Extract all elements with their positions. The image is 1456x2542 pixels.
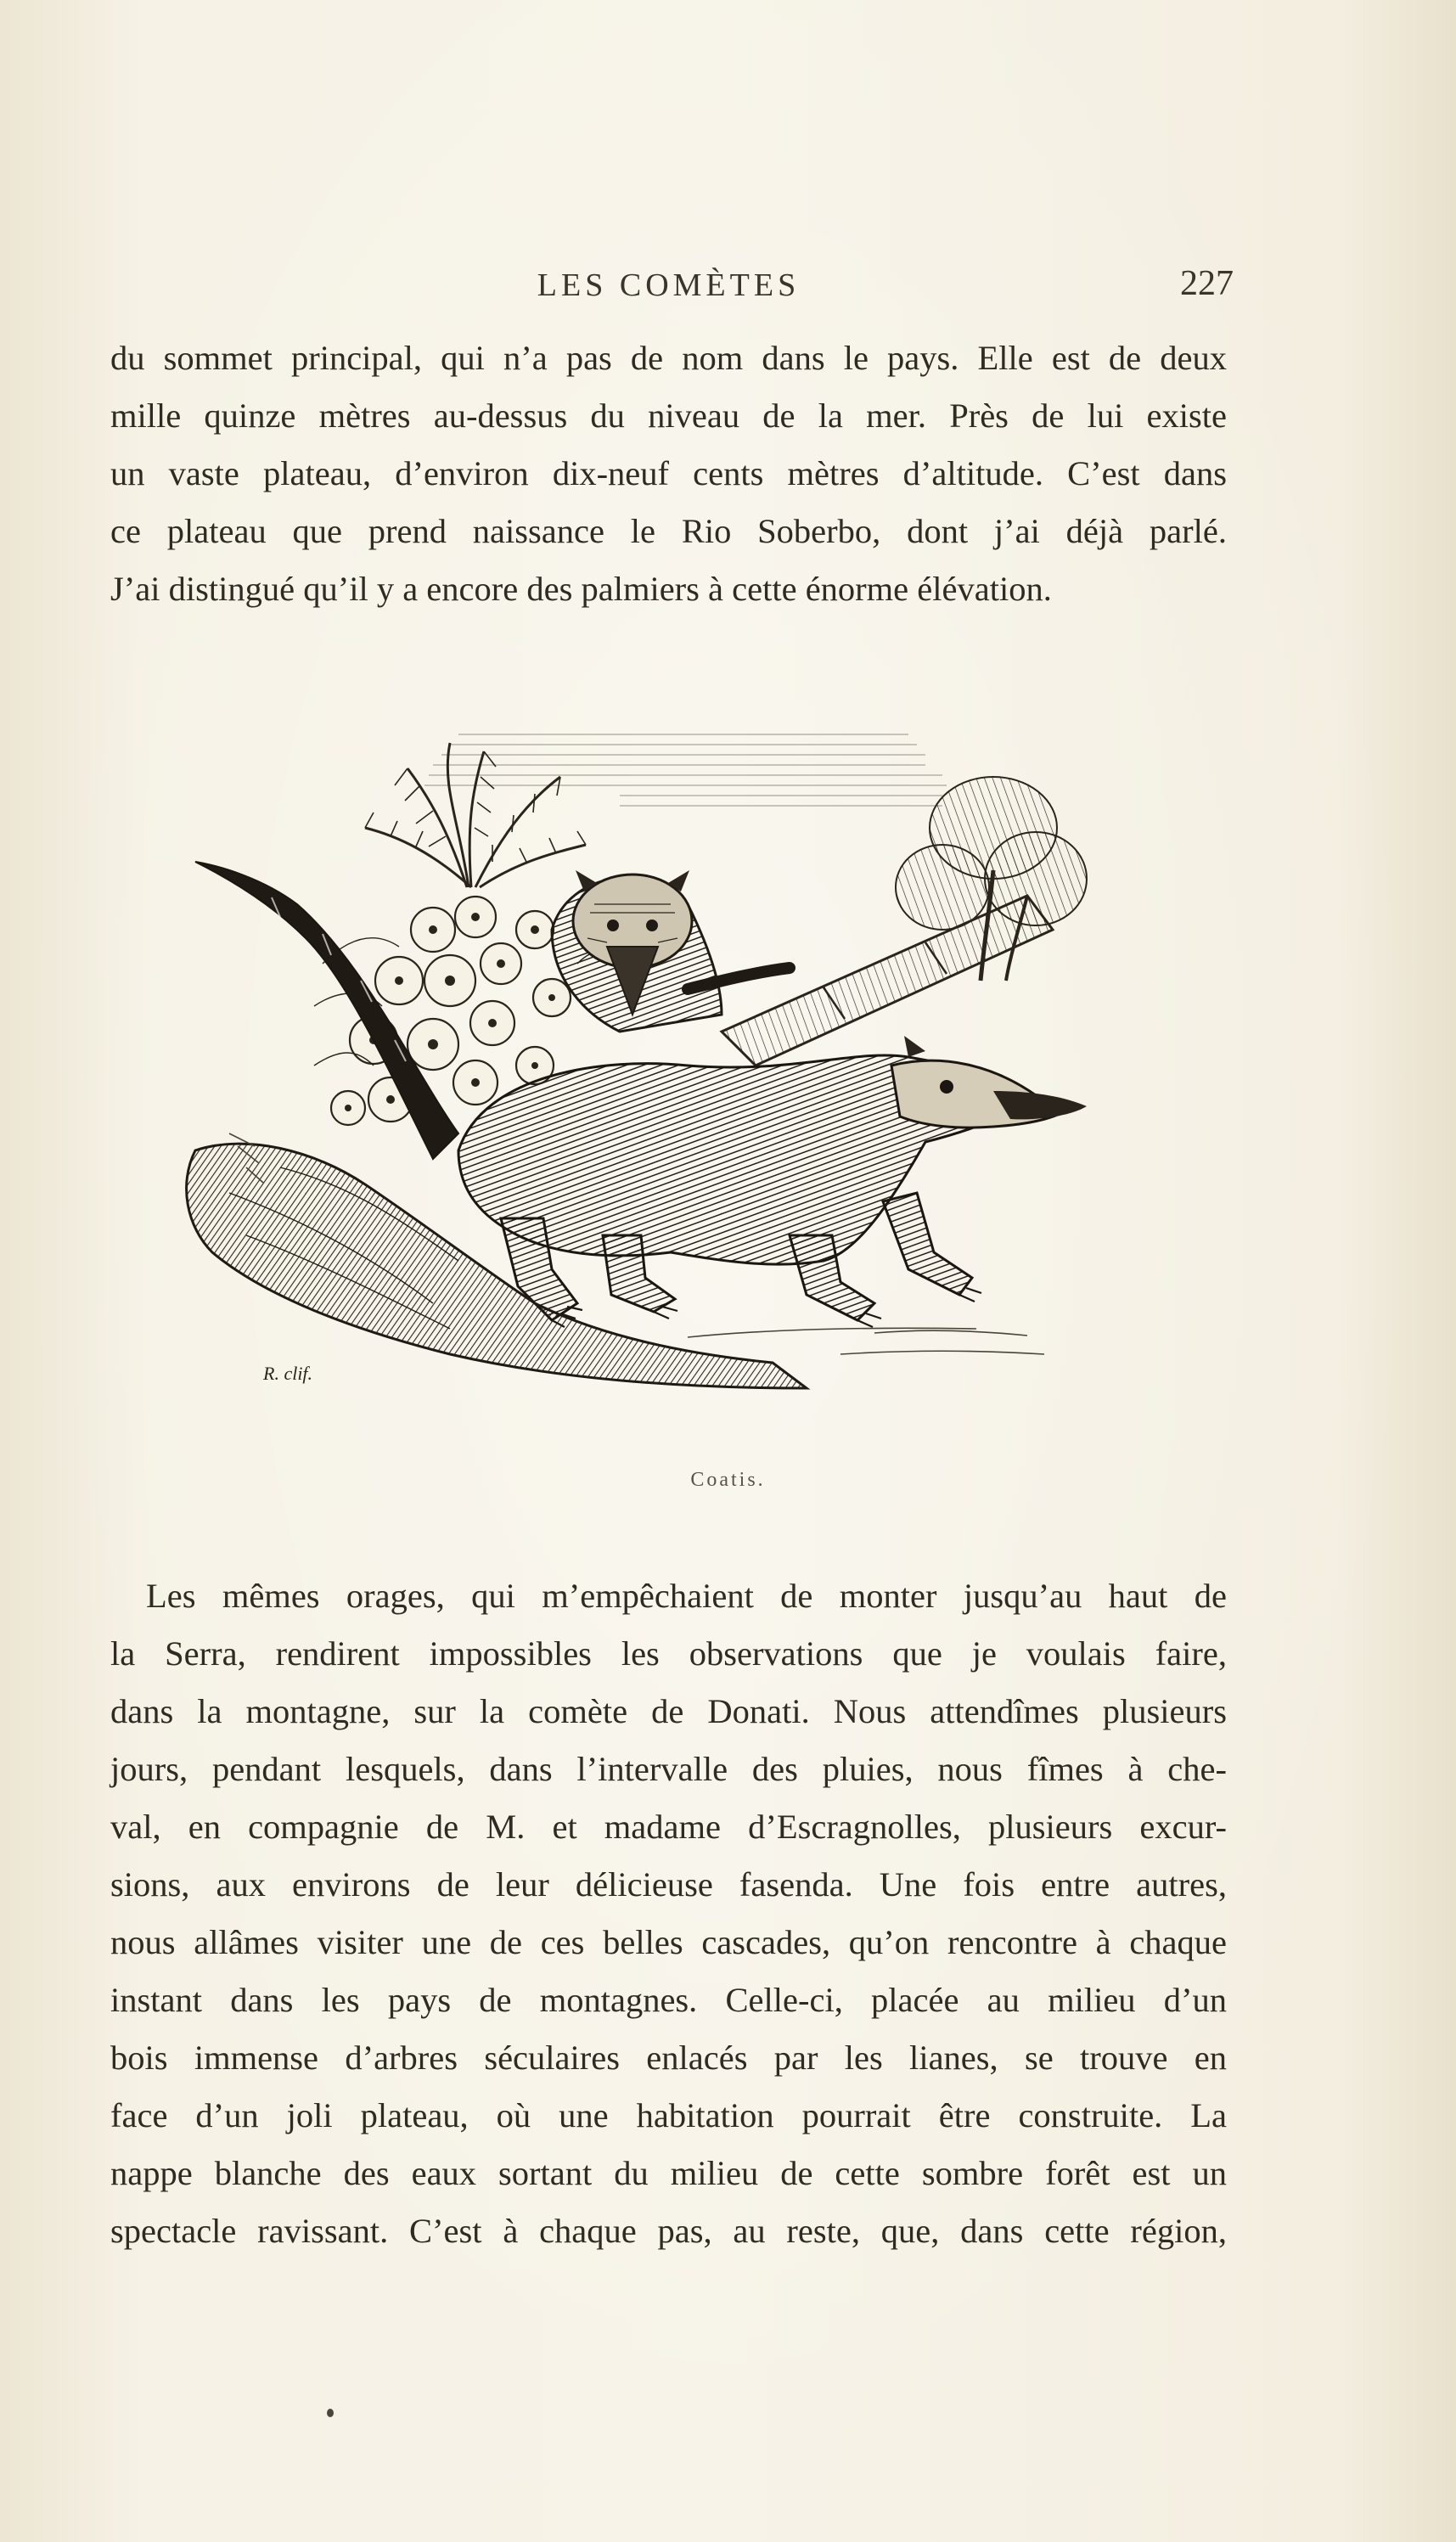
- coati-engraving: [178, 709, 1146, 1465]
- running-head: [110, 262, 1234, 307]
- text-line: nappe blanche des eaux sortant du milieu de cette sombre forêt est un: [110, 2154, 1227, 2192]
- text-line: ce plateau que prend naissance le Rio Soberbo, dont j’ai déjà parlé.: [110, 512, 1227, 550]
- engraver-signature: R. clif.: [263, 1363, 313, 1384]
- figure-caption: Coatis.: [690, 1469, 766, 1491]
- text-line: instant dans les pays de montagnes. Celle-ci, placée au milieu d’un: [110, 1981, 1227, 2019]
- top-paragraph: [110, 329, 1227, 618]
- text-line: jours, pendant lesquels, dans l’intervalle des pluies, nous fîmes à che-: [110, 1750, 1227, 1788]
- text-line: un vaste plateau, d’environ dix-neuf cents mètres d’altitude. C’est dans: [110, 454, 1227, 492]
- text-line: J’ai distingué qu’il y a encore des palmiers à cette énorme élévation.: [110, 570, 1052, 608]
- bottom-paragraph: [110, 1567, 1227, 2260]
- coati-engraving-illustration: [178, 709, 1146, 1465]
- ink-speck: [327, 2409, 334, 2417]
- text-line: Les mêmes orages, qui m’empêchaient de monter jusqu’au haut de: [146, 1577, 1227, 1615]
- text-line: mille quinze mètres au-dessus du niveau de la mer. Près de lui existe: [110, 396, 1227, 435]
- text-line: nous allâmes visiter une de ces belles cascades, qu’on rencontre à chaque: [110, 1923, 1227, 1961]
- text-line: val, en compagnie de M. et madame d’Escragnolles, plusieurs excur-: [110, 1808, 1227, 1846]
- text-line: du sommet principal, qui n’a pas de nom dans le pays. Elle est de deux: [110, 339, 1227, 377]
- page-number: 227: [1180, 264, 1234, 303]
- text-line: dans la montagne, sur la comète de Donati. Nous attendîmes plusieurs: [110, 1692, 1227, 1730]
- text-line: sions, aux environs de leur délicieuse fasenda. Une fois entre autres,: [110, 1865, 1227, 1904]
- running-title: LES COMÈTES: [537, 267, 801, 303]
- text-line: face d’un joli plateau, où une habitation pourrait être construite. La: [110, 2096, 1227, 2134]
- text-line: la Serra, rendirent impossibles les observations que je voulais faire,: [110, 1634, 1227, 1673]
- text-line: spectacle ravissant. C’est à chaque pas, au reste, que, dans cette région,: [110, 2212, 1227, 2250]
- text-line: bois immense d’arbres séculaires enlacés par les lianes, se trouve en: [110, 2039, 1227, 2077]
